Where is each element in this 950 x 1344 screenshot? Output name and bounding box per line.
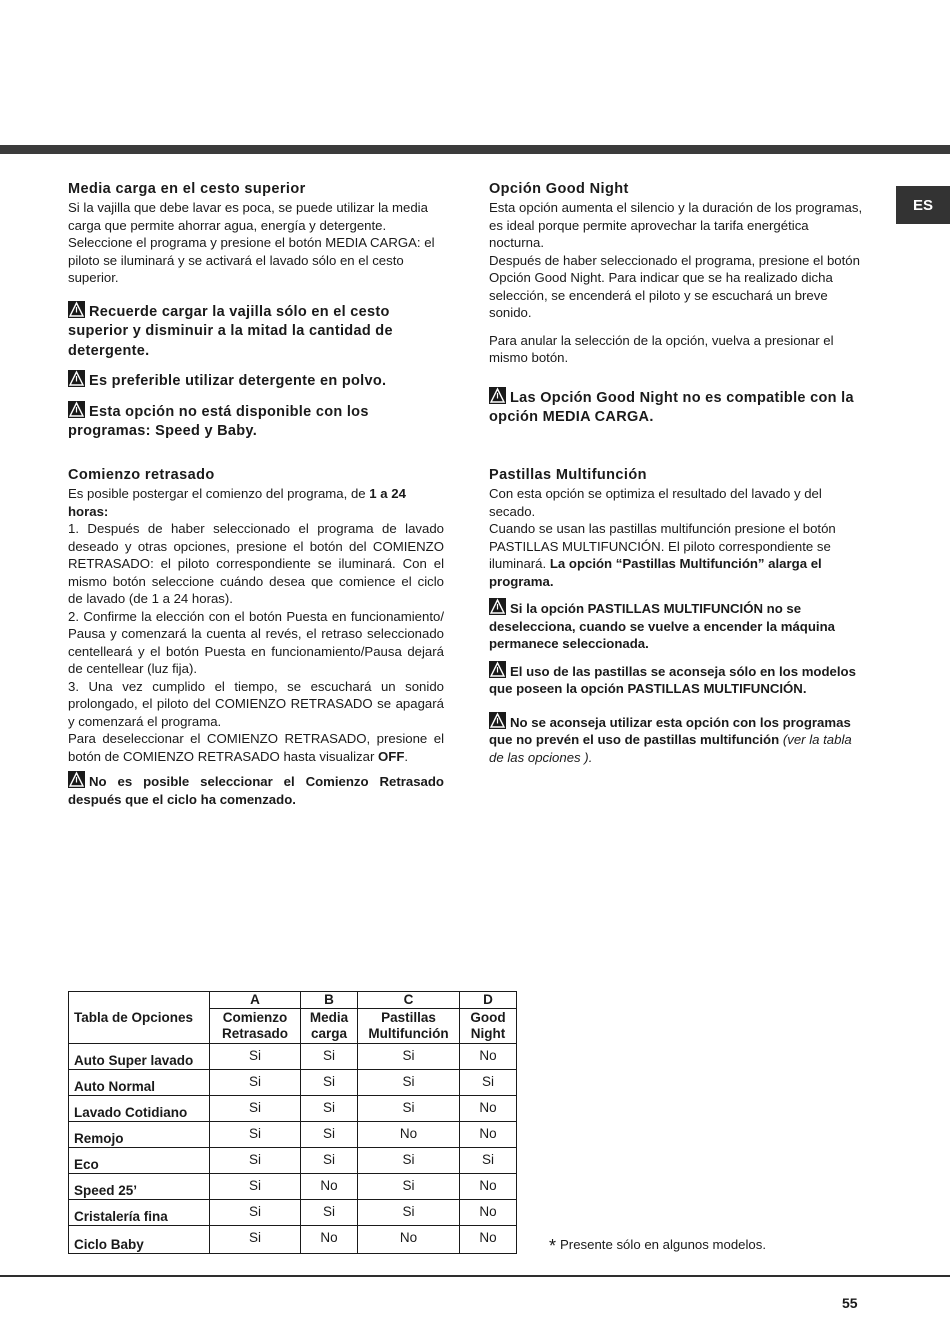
table-row xyxy=(69,1226,517,1254)
table-cell: No xyxy=(301,1174,358,1200)
warning-note: No es posible seleccionar el Comienzo Retrasado después que el ciclo ha comenzado. xyxy=(68,771,444,808)
section-body: Con esta opción se optimiza el resultado del lavado y del secado. xyxy=(489,486,822,519)
table-cell: No xyxy=(460,1096,517,1122)
table-cell: Si xyxy=(210,1148,301,1174)
section-title: Media carga en el cesto superior xyxy=(68,181,306,197)
table-cell: Si xyxy=(358,1096,460,1122)
table-row xyxy=(69,1200,517,1226)
section-title: Pastillas Multifunción xyxy=(489,467,647,483)
table-cell: Si xyxy=(210,1044,301,1070)
step-2: 2. Confirme la elección con el botón Puesta en funcionamiento/ Pausa y comenzará la cuenta al revés, el retraso seleccionado centelleará y el botón Puesta en funcionamiento/Pausa dejará de centellear (luz fija). xyxy=(68,608,444,676)
warning-note: Las Opción Good Night no es compatible con la opción MEDIA CARGA. xyxy=(489,387,865,428)
column-header: Pastillas Multifunción xyxy=(358,1009,460,1044)
warning-triangle-icon xyxy=(68,771,85,788)
row-label: Auto Normal xyxy=(69,1070,210,1096)
language-label: ES xyxy=(912,196,933,214)
footnote-text: Presente sólo en algunos modelos. xyxy=(560,1237,767,1252)
table-cell: Si xyxy=(358,1148,460,1174)
table-cell: Si xyxy=(301,1044,358,1070)
table-cell: Si xyxy=(301,1148,358,1174)
column-header: Comienzo Retrasado xyxy=(210,1009,301,1044)
column-header: Good Night xyxy=(460,1009,517,1044)
section-body: Para anular la selección de la opción, vuelva a presionar el mismo botón. xyxy=(489,332,834,365)
table-row xyxy=(69,1122,517,1148)
table-cell: Si xyxy=(358,1174,460,1200)
warning-triangle-icon xyxy=(68,301,85,318)
table-title: Tabla de Opciones xyxy=(69,992,210,1044)
step-1: 1. Después de haber seleccionado el programa de lavado deseado y otras opciones, presione el botón del COMIENZO RETRASADO: el piloto correspondiente se iluminará. Con el mismo botón seleccione cuándo desea que comience el ciclo de lavado (de 1 a 24 horas). xyxy=(68,521,444,606)
row-label: Speed 25’ xyxy=(69,1174,210,1200)
section-body: Esta opción aumenta el silencio y la duración de los programas, es ideal porque permite aprovechar la tarifa energética nocturna. xyxy=(489,200,863,250)
table-cell: No xyxy=(301,1226,358,1254)
table-cell: Si xyxy=(210,1226,301,1254)
table-cell: Si xyxy=(301,1096,358,1122)
table-cell: Si xyxy=(358,1070,460,1096)
warning-triangle-icon xyxy=(489,661,506,678)
page-number: 55 xyxy=(842,1295,858,1311)
footnote-star: * xyxy=(549,1236,557,1256)
row-label: Remojo xyxy=(69,1122,210,1148)
footer-rule xyxy=(0,1275,950,1277)
table-row xyxy=(69,1148,517,1174)
row-label: Eco xyxy=(69,1148,210,1174)
table-cell: Si xyxy=(358,1044,460,1070)
deselect-text: Para deseleccionar el COMIENZO RETRASADO, presione el botón de COMIENZO RETRASADO hasta visualizar OFF. xyxy=(68,731,444,764)
table-cell: Si xyxy=(460,1148,517,1174)
warning-note: Recuerde cargar la vajilla sólo en el cesto superior y disminuir a la mitad la cantidad de detergente. xyxy=(68,301,444,362)
row-label: Ciclo Baby xyxy=(69,1226,210,1254)
table-cell: No xyxy=(460,1226,517,1254)
column-header: Media carga xyxy=(301,1009,358,1044)
section-comienzo-retrasado xyxy=(68,466,444,808)
section-good-night xyxy=(489,180,865,428)
warning-note: Si la opción PASTILLAS MULTIFUNCIÓN no se deselecciona, cuando se vuelve a encender la máquina permanece seleccionada. xyxy=(489,598,865,653)
section-body: Si la vajilla que debe lavar es poca, se puede utilizar la media carga que permite ahorrar agua, energía y detergente. Seleccione el programa y presione el botón MEDIA CARGA: el piloto se iluminará y se activará el lavado sólo en el cesto superior. xyxy=(68,200,435,285)
warning-triangle-icon xyxy=(489,712,506,729)
section-body: Cuando se usan las pastillas multifunción presione el botón PASTILLAS MULTIFUNCIÓN. El piloto correspondiente se iluminará. La opción “Pastillas Multifunción” alarga el programa. xyxy=(489,521,836,589)
table-header-letters xyxy=(69,992,517,1009)
section-media-carga xyxy=(68,180,444,442)
column-letter: C xyxy=(358,992,460,1009)
table-cell: No xyxy=(358,1226,460,1254)
table-cell: No xyxy=(460,1174,517,1200)
warning-note: Esta opción no está disponible con los programas: Speed y Baby. xyxy=(68,401,444,442)
section-title: Comienzo retrasado xyxy=(68,467,215,483)
row-label: Cristalería fina xyxy=(69,1200,210,1226)
table-cell: Si xyxy=(210,1070,301,1096)
table-cell: Si xyxy=(210,1200,301,1226)
header-bar xyxy=(0,145,950,154)
section-body: Después de haber seleccionado el programa, presione el botón Opción Good Night. Para indicar que se ha realizado dicha selección, se encenderá el piloto y se escuchará un breve sonido. xyxy=(489,252,860,320)
warning-triangle-icon xyxy=(68,370,85,387)
table-cell: Si xyxy=(460,1070,517,1096)
step-3: 3. Una vez cumplido el tiempo, se escuchará un sonido prolongado, el piloto del COMIENZO RETRASADO se apagará y comenzará el programa. xyxy=(68,678,444,729)
column-letter: D xyxy=(460,992,517,1009)
table-row xyxy=(69,1174,517,1200)
warning-triangle-icon xyxy=(489,598,506,615)
warning-note: El uso de las pastillas se aconseja sólo en los modelos que poseen la opción PASTILLAS MULTIFUNCIÓN. xyxy=(489,661,865,698)
options-table xyxy=(68,991,517,1254)
table-row xyxy=(69,1096,517,1122)
row-label: Lavado Cotidiano xyxy=(69,1096,210,1122)
footnote xyxy=(549,1236,766,1257)
column-letter: A xyxy=(210,992,301,1009)
table-cell: No xyxy=(460,1122,517,1148)
table-row xyxy=(69,1044,517,1070)
language-tab xyxy=(896,186,950,224)
warning-triangle-icon xyxy=(68,401,85,418)
warning-note: Es preferible utilizar detergente en polvo. xyxy=(68,370,444,392)
section-intro: Es posible postergar el comienzo del programa, de 1 a 24 horas: xyxy=(68,486,406,519)
table-cell: No xyxy=(460,1200,517,1226)
warning-triangle-icon xyxy=(489,387,506,404)
section-title: Opción Good Night xyxy=(489,181,629,197)
warning-note: No se aconseja utilizar esta opción con los programas que no prevén el uso de pastillas multifunción (ver la tabla de las opciones ). xyxy=(489,712,865,767)
section-pastillas xyxy=(489,466,865,766)
table-row xyxy=(69,1070,517,1096)
table-cell: Si xyxy=(210,1174,301,1200)
table-cell: Si xyxy=(301,1070,358,1096)
table-cell: Si xyxy=(301,1122,358,1148)
column-letter: B xyxy=(301,992,358,1009)
table-cell: No xyxy=(358,1122,460,1148)
table-cell: Si xyxy=(301,1200,358,1226)
table-cell: Si xyxy=(210,1122,301,1148)
table-cell: No xyxy=(460,1044,517,1070)
table-cell: Si xyxy=(358,1200,460,1226)
table-cell: Si xyxy=(210,1096,301,1122)
row-label: Auto Super lavado xyxy=(69,1044,210,1070)
